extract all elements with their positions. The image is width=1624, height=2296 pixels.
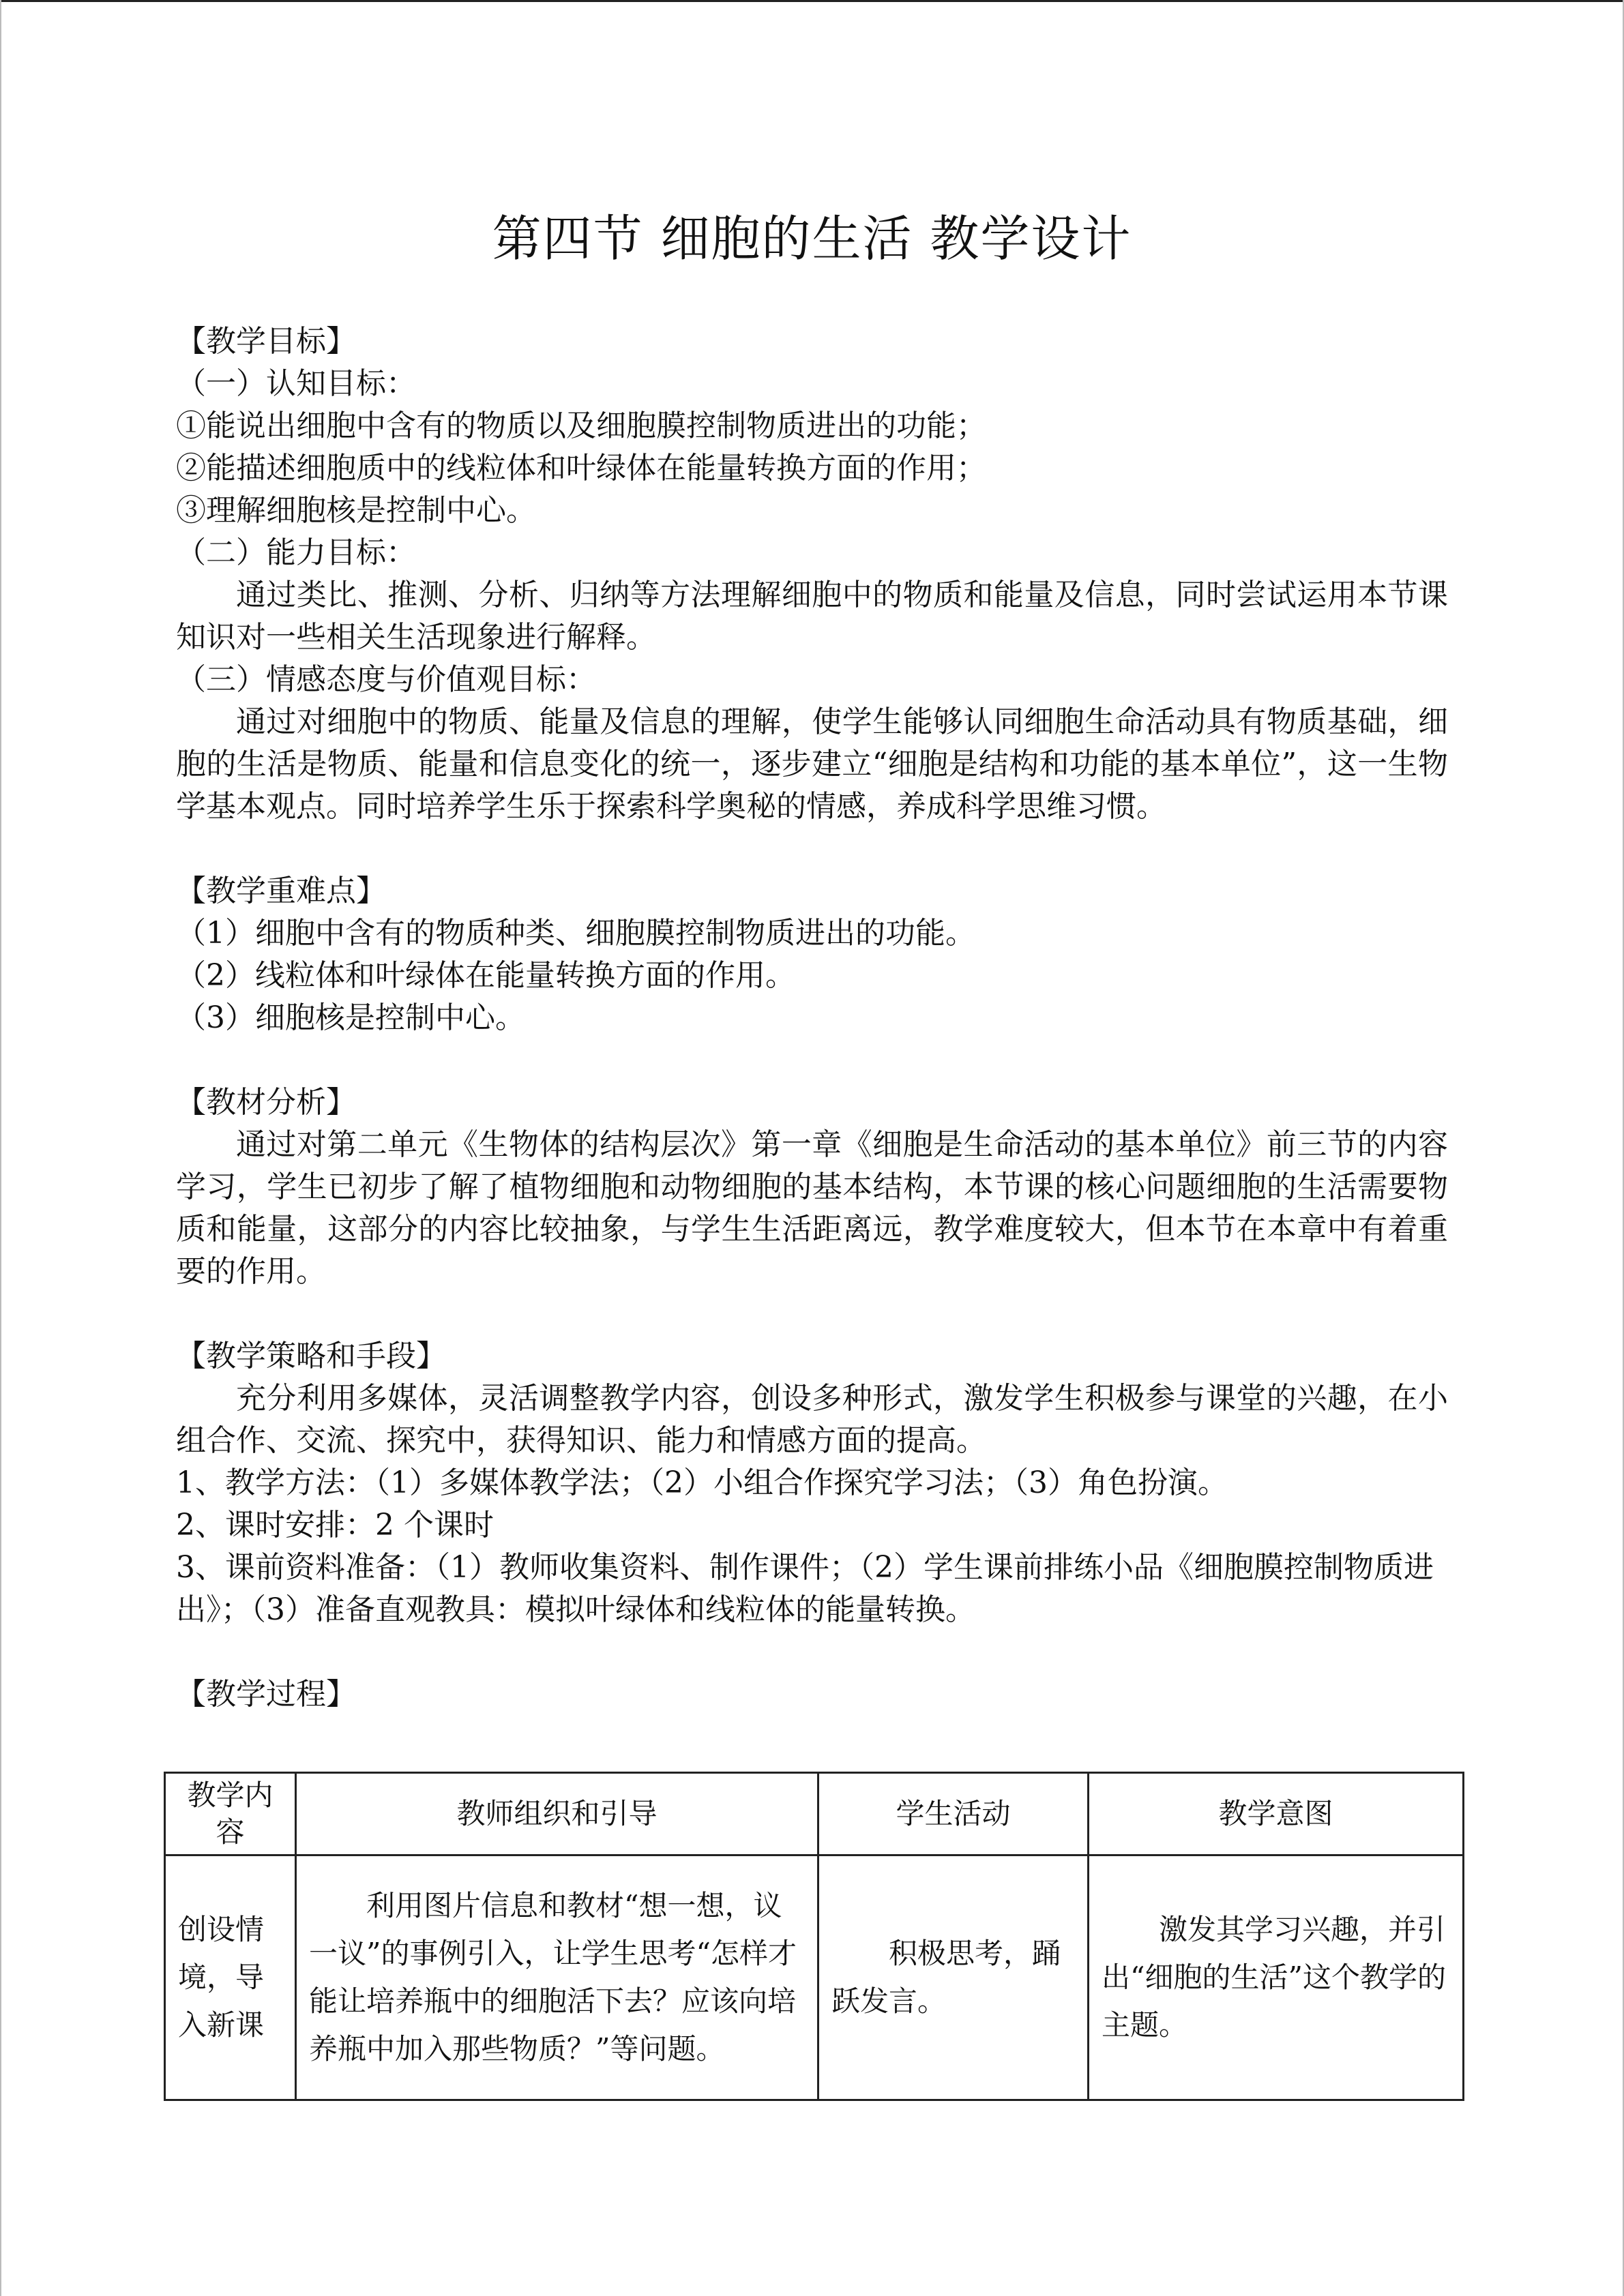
emotion-text: 通过对细胞中的物质、能量及信息的理解，使学生能够认同细胞生命活动具有物质基础，细胞的生活是物质、能量和信息变化的统一，逐步建立“细胞是结构和功能的基本单位”，这一生物学基本观点。同时培养学生乐于探索科学奥秘的情感，养成科学思维习惯。 (176, 704, 1448, 824)
document-body (176, 320, 1448, 1716)
spacer (176, 1293, 1448, 1335)
document-title: 第四节 细胞的生活 教学设计 (492, 210, 1132, 267)
header-student: 学生活动 (818, 1773, 1089, 1855)
goals-heading: 【教学目标】 (176, 324, 356, 359)
header-content: 教学内容 (165, 1773, 296, 1855)
analysis-text: 通过对第二单元《生物体的结构层次》第一章《细胞是生命活动的基本单位》前三节的内容学习，学生已初步了解了植物细胞和动物细胞的基本结构，本节课的核心问题细胞的生活需要物质和能量，这部分的内容比较抽象，与学生生活距离远，教学难度较大，但本节在本章中有着重要的作用。 (176, 1127, 1448, 1289)
header-teacher: 教师组织和引导 (296, 1773, 818, 1855)
key-point-item: （2）线粒体和叶绿体在能量转换方面的作用。 (176, 958, 795, 993)
table-row (165, 1855, 1464, 2100)
page-left-border (0, 0, 1, 2296)
strategy-methods: 1、教学方法：（1）多媒体教学法；（2）小组合作探究学习法；（3）角色扮演。 (176, 1465, 1228, 1500)
key-point-item: （3）细胞核是控制中心。 (176, 1000, 525, 1035)
spacer (176, 1631, 1448, 1673)
emotion-heading: （三）情感态度与价值观目标： (176, 662, 596, 697)
ability-heading: （二）能力目标： (176, 535, 416, 570)
process-heading: 【教学过程】 (176, 1677, 356, 1712)
cognitive-heading: （一）认知目标： (176, 366, 416, 401)
cell-student: 积极思考，踊跃发言。 (818, 1855, 1089, 2100)
ability-text: 通过类比、推测、分析、归纳等方法理解细胞中的物质和能量及信息，同时尝试运用本节课知识对一些相关生活现象进行解释。 (176, 578, 1448, 655)
cell-teacher: 利用图片信息和教材“想一想，议一议”的事例引入，让学生思考“怎样才能让培养瓶中的细胞活下去？应该向培养瓶中加入那些物质？”等问题。 (296, 1855, 818, 2100)
key-points-heading: 【教学重难点】 (176, 874, 386, 908)
spacer (176, 828, 1448, 870)
page-top-border (0, 0, 1624, 2)
table-header-row (165, 1773, 1464, 1855)
strategy-text: 充分利用多媒体，灵活调整教学内容，创设多种形式，激发学生积极参与课堂的兴趣，在小组合作、交流、探究中，获得知识、能力和情感方面的提高。 (176, 1381, 1448, 1458)
key-point-item: （1）细胞中含有的物质种类、细胞膜控制物质进出的功能。 (176, 916, 975, 951)
cognitive-item: ②能描述细胞质中的线粒体和叶绿体在能量转换方面的作用； (176, 451, 986, 486)
analysis-heading: 【教材分析】 (176, 1085, 356, 1120)
header-intent: 教学意图 (1089, 1773, 1464, 1855)
cell-intent: 激发其学习兴趣，并引出“细胞的生活”这个教学的主题。 (1089, 1855, 1464, 2100)
cognitive-item: ③理解细胞核是控制中心。 (176, 493, 536, 528)
spacer (176, 1039, 1448, 1082)
cell-content: 创设情境，导入新课 (165, 1855, 296, 2100)
strategy-schedule: 2、课时安排：2 个课时 (176, 1508, 494, 1542)
cognitive-item: ①能说出细胞中含有的物质以及细胞膜控制物质进出的功能； (176, 408, 986, 443)
strategy-preparation: 3、课前资料准备：（1）教师收集资料、制作课件；（2）学生课前排练小品《细胞膜控制物质进出》；（3）准备直观教具：模拟叶绿体和线粒体的能量转换。 (176, 1550, 1434, 1627)
teaching-process-table (164, 1772, 1464, 2101)
strategy-heading: 【教学策略和手段】 (176, 1339, 446, 1373)
